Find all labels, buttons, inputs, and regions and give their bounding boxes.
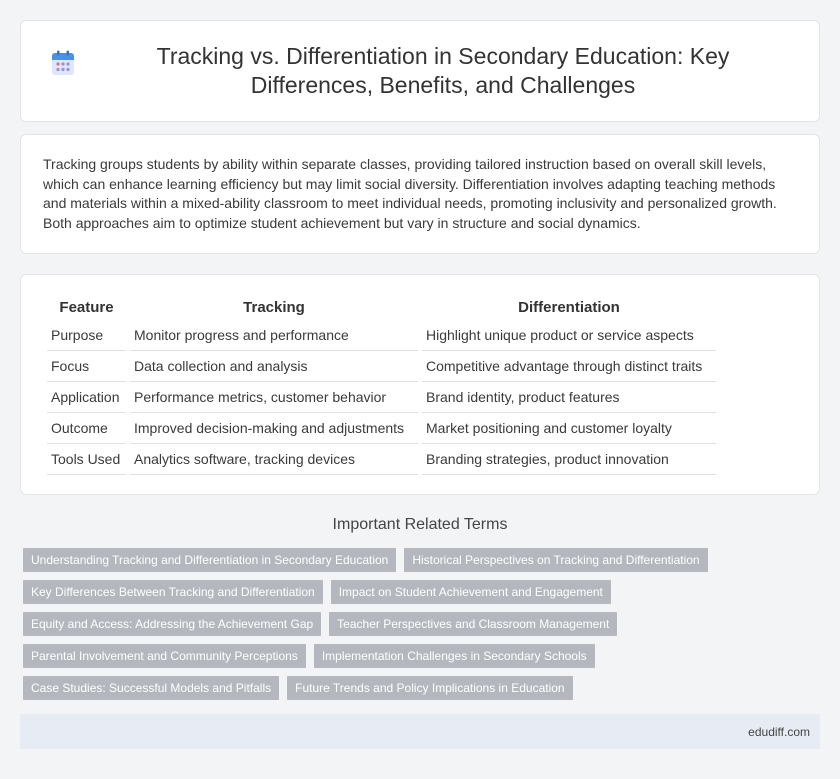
comparison-table-card bbox=[20, 274, 820, 495]
related-term-link[interactable]: Parental Involvement and Community Perceptions bbox=[23, 644, 306, 668]
related-terms-title: Important Related Terms bbox=[332, 516, 508, 533]
cell-feature: Focus bbox=[47, 351, 126, 382]
related-term-link[interactable]: Impact on Student Achievement and Engagement bbox=[331, 580, 611, 604]
cell-differentiation: Competitive advantage through distinct traits bbox=[422, 351, 716, 382]
table-row bbox=[47, 382, 716, 413]
header-feature: Feature bbox=[59, 299, 114, 316]
term-row bbox=[23, 676, 823, 700]
cell-tracking: Monitor progress and performance bbox=[130, 320, 418, 351]
related-term-link[interactable]: Future Trends and Policy Implications in Education bbox=[287, 676, 572, 700]
table-row bbox=[47, 320, 716, 351]
related-term-link[interactable]: Case Studies: Successful Models and Pitfalls bbox=[23, 676, 279, 700]
cell-tracking: Analytics software, tracking devices bbox=[130, 444, 418, 475]
cell-tracking: Improved decision-making and adjustments bbox=[130, 413, 418, 444]
related-term-link[interactable]: Implementation Challenges in Secondary Schools bbox=[314, 644, 595, 668]
term-row bbox=[23, 644, 823, 668]
cell-differentiation: Brand identity, product features bbox=[422, 382, 716, 413]
cell-differentiation: Branding strategies, product innovation bbox=[422, 444, 716, 475]
cell-feature: Outcome bbox=[47, 413, 126, 444]
related-term-link[interactable]: Key Differences Between Tracking and Differentiation bbox=[23, 580, 323, 604]
table-header-row bbox=[47, 297, 716, 320]
footer-site-name[interactable]: edudiff.com bbox=[748, 724, 810, 739]
calendar-icon bbox=[51, 50, 75, 76]
cell-tracking: Data collection and analysis bbox=[130, 351, 418, 382]
table-row bbox=[47, 351, 716, 382]
related-term-link[interactable]: Historical Perspectives on Tracking and Differentiation bbox=[404, 548, 707, 572]
table-row bbox=[47, 444, 716, 475]
term-row bbox=[23, 612, 823, 636]
intro-paragraph: Tracking groups students by ability within separate classes, providing tailored instruction based on overall skill levels, which can enhance learning efficiency but may limit social diversity. Differentiation involves adapting teaching methods and materials within a mixed-ability classroom to meet individual needs, promoting inclusivity and personalized growth. Both approaches aim to optimize student achievement but vary in structure and social dynamics. bbox=[43, 156, 777, 231]
term-row bbox=[23, 548, 823, 572]
cell-feature: Tools Used bbox=[47, 444, 126, 475]
table-row bbox=[47, 413, 716, 444]
related-term-link[interactable]: Equity and Access: Addressing the Achievement Gap bbox=[23, 612, 321, 636]
term-row bbox=[23, 580, 823, 604]
cell-differentiation: Market positioning and customer loyalty bbox=[422, 413, 716, 444]
cell-feature: Purpose bbox=[47, 320, 126, 351]
cell-tracking: Performance metrics, customer behavior bbox=[130, 382, 418, 413]
footer bbox=[20, 714, 820, 749]
header-tracking: Tracking bbox=[243, 299, 305, 316]
header-card bbox=[20, 20, 820, 122]
header-differentiation: Differentiation bbox=[518, 299, 620, 316]
related-term-link[interactable]: Understanding Tracking and Differentiation in Secondary Education bbox=[23, 548, 396, 572]
cell-feature: Application bbox=[47, 382, 126, 413]
related-term-link[interactable]: Teacher Perspectives and Classroom Management bbox=[329, 612, 617, 636]
intro-card bbox=[20, 134, 820, 254]
page-title: Tracking vs. Differentiation in Secondary Education: Key Differences, Benefits, and Challenges bbox=[156, 43, 730, 98]
cell-differentiation: Highlight unique product or service aspects bbox=[422, 320, 716, 351]
title-wrap bbox=[51, 42, 789, 100]
comparison-table bbox=[43, 297, 720, 475]
related-terms-list bbox=[23, 548, 823, 708]
